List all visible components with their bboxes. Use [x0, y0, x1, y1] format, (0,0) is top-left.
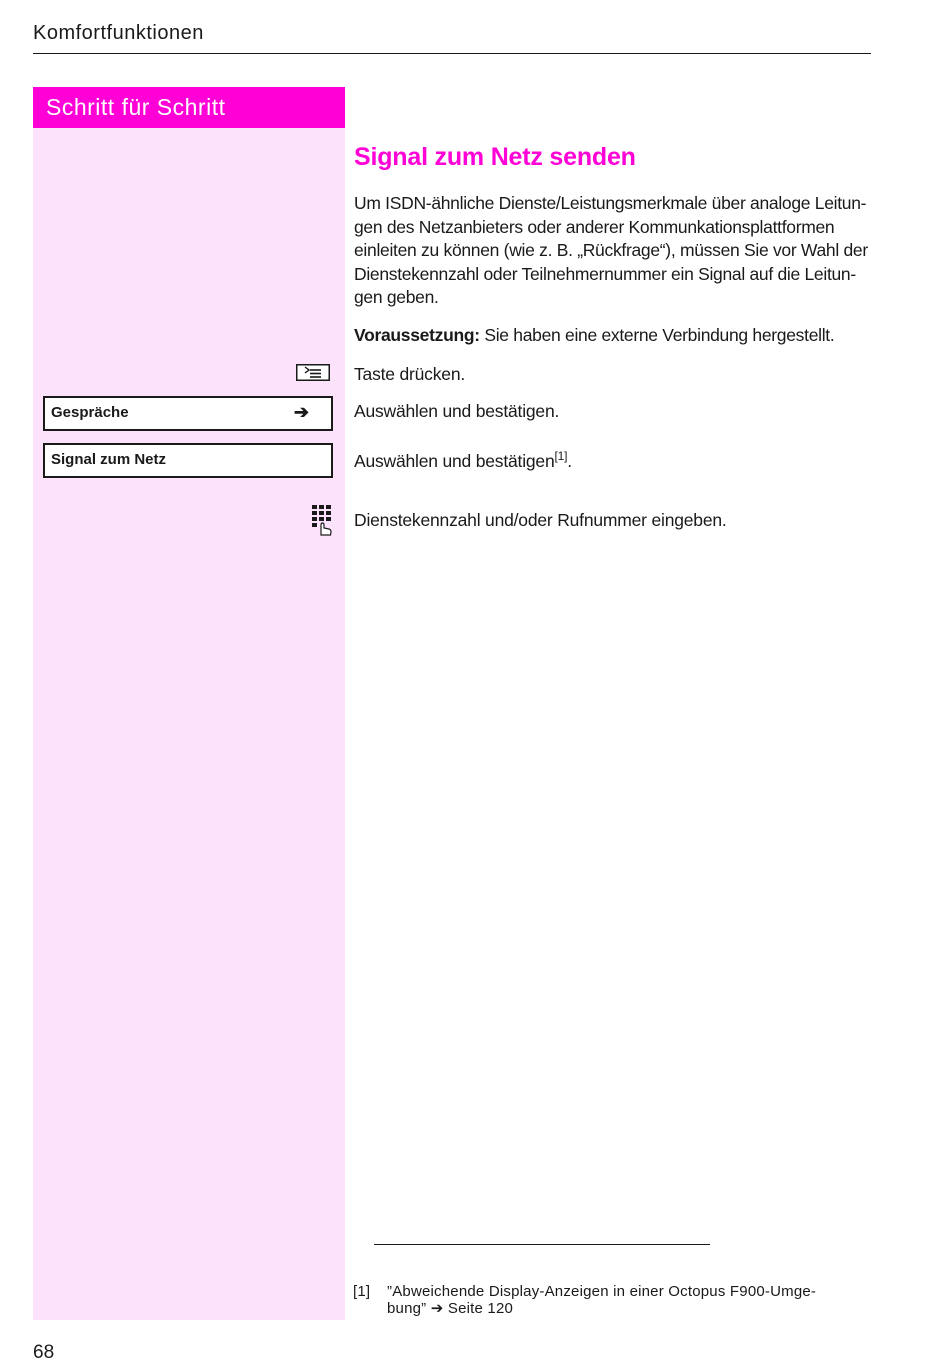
display-item-label: Gespräche — [51, 404, 129, 421]
intro-line: gen geben. — [354, 287, 439, 307]
intro-paragraph — [354, 192, 874, 310]
step-press-key: Taste drücken. — [354, 364, 466, 384]
intro-line: einleiten zu können (wie z. B. „Rückfrage“), müssen Sie vor Wahl der — [354, 240, 868, 260]
footnote-rule — [374, 1244, 710, 1245]
step-enter-number: Dienstekennzahl und/oder Rufnummer eingeben. — [354, 510, 727, 530]
step-select-confirm-signal — [354, 449, 572, 472]
prerequisite-text: Sie haben eine externe Verbindung hergestellt. — [479, 325, 835, 345]
intro-line: Um ISDN-ähnliche Dienste/Leistungsmerkmale über analoge Leitun- — [354, 193, 867, 213]
intro-line: Dienstekennzahl oder Teilnehmernummer ein Signal auf die Leitun- — [354, 263, 856, 284]
footnote-ref[interactable]: [1] — [554, 449, 568, 463]
menu-key-icon — [296, 364, 330, 381]
header-rule — [33, 53, 871, 54]
display-item-gespraeche[interactable] — [43, 396, 333, 431]
step-text: Auswählen und bestätigen — [354, 450, 555, 471]
keypad-icon — [310, 504, 334, 536]
footnote-number: [1] — [353, 1283, 371, 1300]
page-number: 68 — [33, 1342, 55, 1363]
footnote-line: ”Abweichende Display-Anzeigen in einer Octopus F900-Umge- — [387, 1283, 817, 1300]
prerequisite-label: Voraussetzung: — [354, 325, 480, 345]
prerequisite — [354, 325, 834, 346]
step-select-confirm: Auswählen und bestätigen. — [354, 401, 560, 421]
footnote-line: bung” ➔ Seite 120 — [387, 1300, 514, 1317]
step-suffix: . — [567, 450, 572, 471]
running-head: Komfortfunktionen — [33, 22, 204, 44]
step-sidebar — [33, 87, 345, 1320]
display-item-label: Signal zum Netz — [51, 451, 167, 468]
arrow-right-icon: ➔ — [293, 402, 309, 422]
section-title: Signal zum Netz senden — [354, 143, 636, 171]
display-item-signal-zum-netz[interactable] — [43, 443, 333, 478]
intro-line: gen des Netzanbieters oder anderer Kommunkationsplattformen — [354, 216, 835, 237]
sidebar-title: Schritt für Schritt — [33, 87, 345, 128]
footnote-text[interactable] — [387, 1283, 816, 1317]
